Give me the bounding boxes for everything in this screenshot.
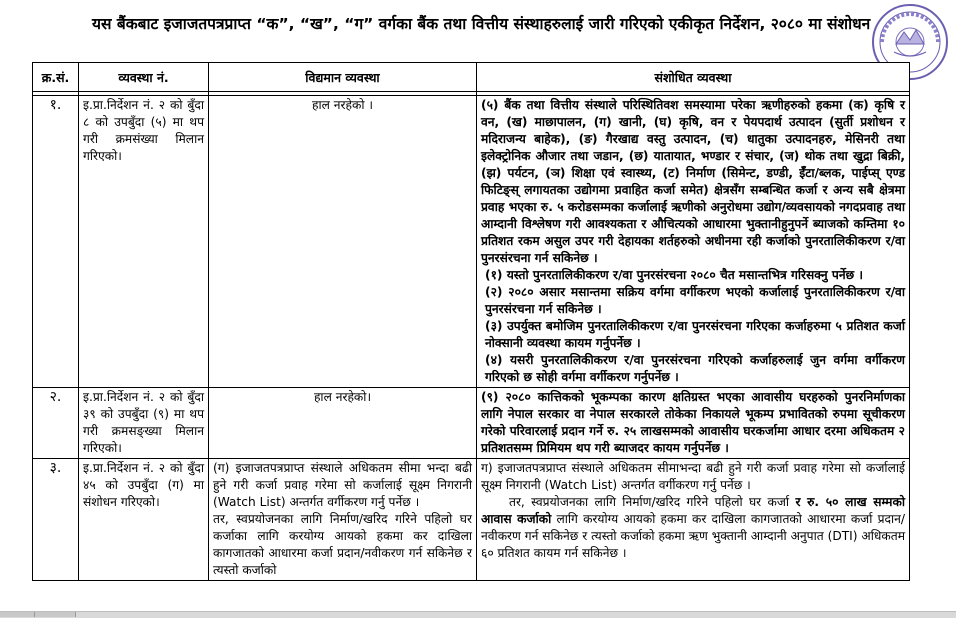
column-header-current-provision: विद्यमान व्यवस्था (209, 63, 477, 92)
sheet-tab[interactable] (35, 612, 76, 617)
row-serial-number: ३. (33, 459, 79, 581)
column-header-sn: क्र.सं. (33, 63, 79, 92)
revised-text: तर, स्वप्रयोजनका लागि निर्माण/खरिद गरिने पहिलो घर कर्जा (509, 495, 796, 509)
current-provision: हाल नरहेको । (209, 96, 477, 388)
provision-reference: इ.प्रा.निर्देशन नं. २ को बुँदा ४५ को उपबुँदा (ग) मा संशोधन गरिएको। (79, 459, 209, 581)
current-paragraph: (ग) इजाजतपत्रप्राप्त संस्थाले अधिकतम सीमा भन्दा बढी हुने गरी कर्जा प्रवाह गरेमा सो कर्जालाई सूक्ष्म निगरानी (Watch List) अन्तर्गत वर्गीकरण गर्नु पर्नेछ । (213, 461, 472, 509)
revised-clause: (४) यसरी पुनरतालिकीकरण र/वा पुनरसंरचना गरिएको कर्जाहरुलाई जुन वर्गमा वर्गीकरण गरिएको छ सोही वर्गमा वर्गीकरण गर्नुपर्नेछ । (485, 353, 905, 384)
revised-paragraph: ग) इजाजतपत्रप्राप्त संस्थाले अधिकतम सीमाभन्दा बढी हुने गरी कर्जा प्रवाह गरेमा सो कर्जालाई सूक्ष्म निगरानी (Watch List) अन्तर्गत वर्गीकरण गर्नु पर्नेछ । (481, 461, 905, 492)
page-title: यस बैंकबाट इजाजतपत्रप्राप्त “क”, “ख”, “ग” वर्गका बैंक तथा वित्तीय संस्थाहरुलाई जारी गरिएको एकीकृत निर्देशन, २०८० मा संशोधन (92, 15, 871, 33)
revised-paragraph: (५) बैंक तथा वित्तीय संस्थाले परिस्थितिवश समस्यामा परेका ऋणीहरुको हकमा (क) कृषि र वन, (ख) माछापालन, (ग) खानी, (घ) कृषि, वन र पेयपदार्थ उत्पादन (सुर्ती प्रशोधन र मदिराजन्य बाहेक), (ङ) गैरखाद्य वस्तु उत्पादन, (च) धातुका उत्पादनहरु, मेसिनरी तथा इलेक्ट्रोनिक औजार तथा जडान, (छ) यातायात, भण्डार र संचार, (ज) थोक तथा खुद्रा बिक्री, (झ) पर्यटन, (ञ) शिक्षा एवं स्वास्थ्य, (ट) निर्माण (सिमेन्ट, डण्डी, ईँटा/ब्लक, पाईप्स् एण्ड फिटिङ्स् लगायतका उद्योगमा प्रवाहित कर्जा समेत) क्षेत्रसँग सम्बन्धित कर्जा र अन्य सबै क्षेत्रमा प्रवाह भएका रु. ५ करोडसम्मका कर्जालाई ऋणीको अनुरोधमा उद्योग/व्यवसायको नगदप्रवाह तथा आम्दानी विश्लेषण गरी आवश्यकता र औचित्यको आधारमा भुक्तानीहुनुपर्ने ब्याजको कम्तिमा १० प्रतिशत रकम असुल उपर गरी देहायका शर्तहरुको अधीनमा रही कर्जाको पुनरतालिकीकरण र/वा पुनरसंरचना गर्न सकिनेछ । (481, 98, 905, 265)
revised-provision (477, 96, 910, 388)
revised-clause: (२) २०८० असार मसान्तमा सक्रिय वर्गमा वर्गीकरण भएको कर्जालाई पुनरतालिकीकरण र/वा पुनरसंरचना गर्न सकिनेछ । (485, 285, 905, 316)
table-row (33, 459, 910, 581)
current-paragraph: तर, स्वप्रयोजनका लागि निर्माण/खरिद गरिने पहिलो घर कर्जाका लागि करयोग्य आयको हकमा कर दाखिला कागजातको आधारमा कर्जा प्रदान/नवीकरण गर्न सकिनेछ र त्यस्तो कर्जाको (213, 512, 472, 577)
revised-paragraph-proviso (481, 494, 905, 562)
column-header-revised-provision: संशोधित व्यवस्था (477, 63, 910, 92)
table-header-row (33, 63, 910, 92)
amendment-table (32, 62, 910, 581)
row-serial-number: २. (33, 388, 79, 459)
revised-clause: (१) यस्तो पुनरतालिकीकरण र/वा पुनरसंरचना २०८० चैत मसान्तभित्र गरिसक्नु पर्नेछ । (485, 268, 864, 282)
revised-text-emphasis: र रु. ५० लाख सम्मको आवास कर्जाको (481, 495, 905, 526)
provision-reference: इ.प्रा.निर्देशन नं. २ को बुँदा ८ को उपबुँदा (५) मा थप गरी क्रमसंख्या मिलान गरिएको। (79, 96, 209, 388)
current-provision (209, 459, 477, 581)
current-provision: हाल नरहेको। (209, 388, 477, 459)
revised-provision: (९) २०८० कात्तिकको भूकम्पका कारण क्षतिग्रस्त भएका आवासीय घरहरुको पुनरनिर्माणका लागि नेपाल सरकार वा नेपाल सरकारले तोकेका निकायले भूकम्प प्रभावितको रुपमा सूचीकरण गरेको परिवारलाई प्रदान गर्ने रु. २५ लाखसम्मको आवासीय घरकर्जामा आधार दरमा अधिकतम २ प्रतिशतसम्म प्रिमियम थप गरी ब्याजदर कायम गर्नुपर्नेछ । (477, 388, 910, 459)
revised-clause: (३) उपर्युक्त बमोजिम पुनरतालिकीकरण र/वा पुनरसंरचना गरिएका कर्जाहरुमा ५ प्रतिशत कर्जा नोक्सानी व्यवस्था कायम गर्नुपर्नेछ । (485, 319, 905, 350)
sheet-tab[interactable] (0, 612, 35, 617)
table-row (33, 388, 910, 459)
row-serial-number: १. (33, 96, 79, 388)
revised-provision (477, 459, 910, 581)
revised-text: लागि करयोग्य आयको हकमा कर दाखिला कागजातको आधारमा कर्जा प्रदान/नवीकरण गर्न सकिनेछ र त्यस्तो कर्जाको हकमा ऋण भुक्तानी आम्दानी अनुपात (DTI) अधिकतम ६० प्रतिशत कायम गर्न सकिनेछ । (481, 512, 905, 560)
column-header-provision-no: व्यवस्था नं. (79, 63, 209, 92)
table-row (33, 96, 910, 388)
provision-reference: इ.प्रा.निर्देशन नं. २ को बुँदा ३९ को उपबुँदा (९) मा थप गरी क्रमसङ्ख्या मिलान गरिएको। (79, 388, 209, 459)
